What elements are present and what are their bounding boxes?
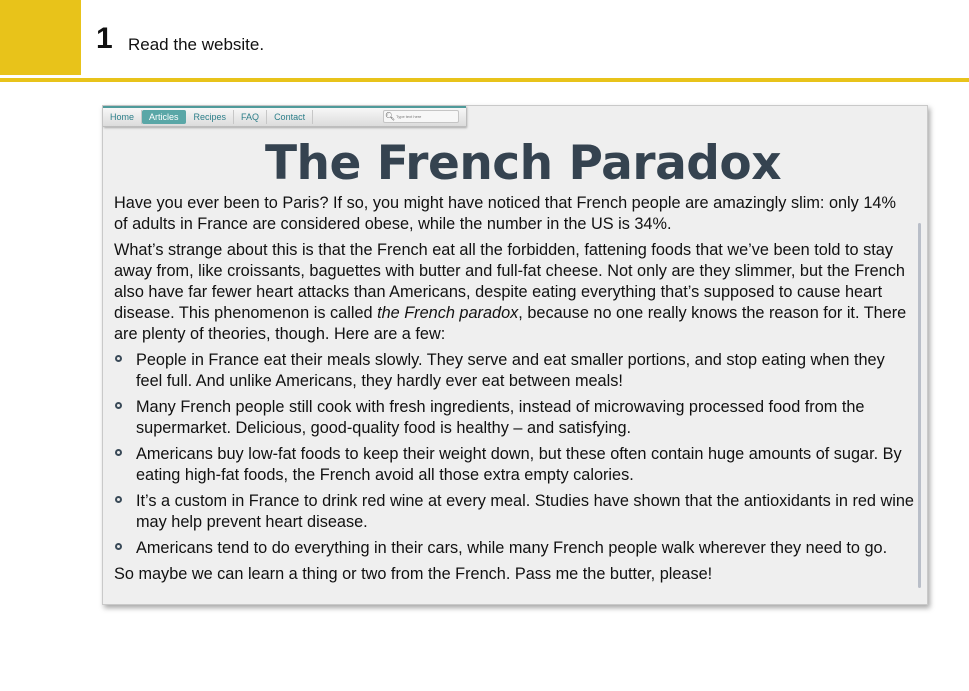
- nav-item-recipes[interactable]: Recipes: [187, 110, 235, 124]
- theory-list: [114, 350, 914, 559]
- bullet-icon: [115, 355, 122, 362]
- list-item: [114, 397, 914, 439]
- nav-item-faq[interactable]: FAQ: [234, 110, 267, 124]
- task-number: 1: [96, 22, 113, 55]
- nav-item-home[interactable]: Home: [103, 110, 142, 124]
- list-item-text: It’s a custom in France to drink red wine at every meal. Studies have shown that the antioxidants in red wine may help prevent heart disease.: [136, 492, 914, 531]
- list-item: [114, 350, 914, 392]
- list-item: [114, 444, 914, 486]
- list-item: [114, 538, 914, 559]
- search-icon[interactable]: 🔍︎: [384, 112, 396, 121]
- paragraph-text: , because no one really knows the reason for it. There are plenty of theories, though. Here are a few:: [114, 304, 907, 343]
- article-body: [114, 193, 914, 590]
- website-window: [102, 105, 928, 605]
- header-accent-block: [0, 0, 81, 75]
- nav-item-articles[interactable]: Articles: [142, 110, 186, 124]
- list-item-text: People in France eat their meals slowly. They serve and eat smaller portions, and stop eating when they feel full. And unlike Americans, they hardly ever eat between meals!: [136, 351, 885, 390]
- bullet-icon: [115, 496, 122, 503]
- list-item: [114, 491, 914, 533]
- article-title: The French Paradox: [264, 136, 782, 191]
- task-instruction: Read the website.: [128, 35, 265, 54]
- header-accent-rule: [0, 78, 969, 82]
- article-paragraph: [114, 240, 914, 345]
- paragraph-italic-term: the French paradox: [377, 304, 519, 322]
- search-input[interactable]: [396, 114, 454, 119]
- nav-item-contact[interactable]: Contact: [267, 110, 313, 124]
- bullet-icon: [115, 543, 122, 550]
- article-paragraph: Have you ever been to Paris? If so, you might have noticed that French people are amazingly slim: only 14% of adults in France are considered obese, while the number in the US is 34%.: [114, 194, 896, 233]
- search-box[interactable]: [383, 110, 459, 123]
- bullet-icon: [115, 449, 122, 456]
- list-item-text: Americans tend to do everything in their cars, while many French people walk wherever they need to go.: [136, 539, 888, 557]
- list-item-text: Many French people still cook with fresh ingredients, instead of microwaving processed food from the supermarket. Delicious, good-quality food is healthy – and satisfying.: [136, 398, 865, 437]
- article-conclusion: So maybe we can learn a thing or two from the French. Pass me the butter, please!: [114, 565, 713, 583]
- site-navbar: [103, 106, 466, 127]
- list-item-text: Americans buy low-fat foods to keep their weight down, but these often contain huge amounts of sugar. By eating high-fat foods, the French avoid all those extra empty calories.: [136, 445, 902, 484]
- paragraph-text: What’s strange about this is that the French eat all the forbidden, fattening foods that we’ve been told to stay away from, like croissants, baguettes with butter and full-fat cheese. Not only are they slimmer, but the French also have far fewer heart attacks than Americans, despite eating everything that’s supposed to cause heart disease. This phenomenon is called: [114, 241, 905, 322]
- scrollbar[interactable]: [918, 223, 921, 588]
- bullet-icon: [115, 402, 122, 409]
